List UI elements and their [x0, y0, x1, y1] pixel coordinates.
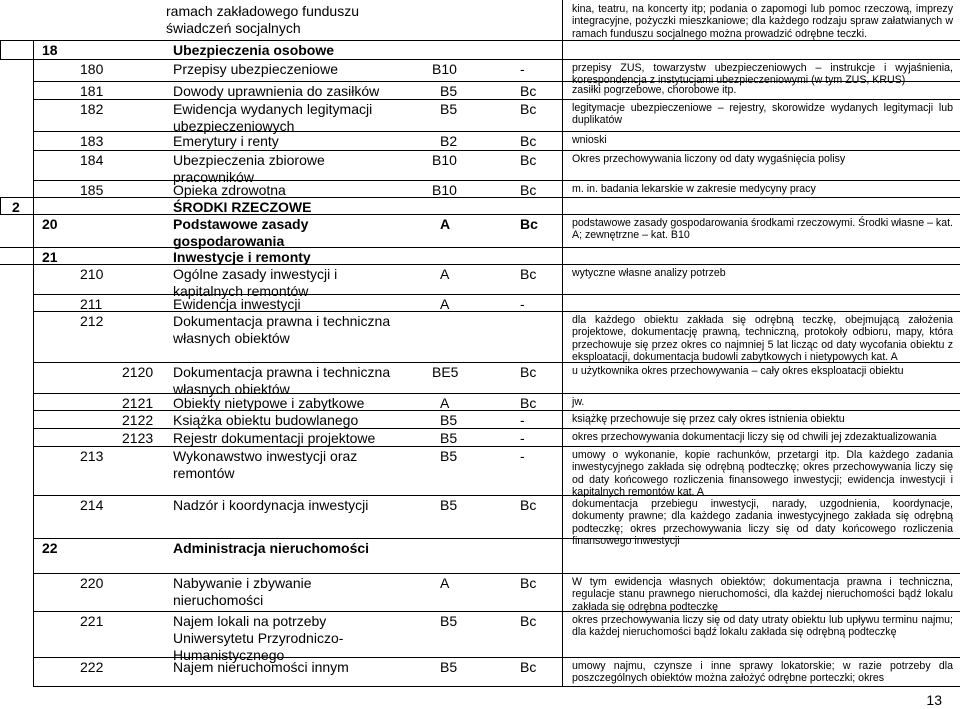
cell-name: ŚRODKI RZECZOWE [173, 199, 312, 215]
cell-description: W tym ewidencja własnych obiektów; dokumentacja prawna i techniczna, regulacje stanu prawnego nieruchomości, dla każdej nieruchomości bądź lokalu zakłada się odrębna podteczkę [572, 576, 953, 613]
cell-name: ramach zakładowego funduszu świadczeń socjalnych [166, 3, 360, 36]
cell-ext: - [520, 61, 525, 77]
cell-c3: 212 [80, 313, 104, 329]
cell-description: Okres przechowywania liczony od daty wygaśnięcia polisy [572, 153, 846, 165]
cell-cat: B5 [440, 497, 458, 513]
cell-name: Dokumentacja prawna i techniczna własnych obiektów [173, 313, 391, 346]
cell-cat: B10 [432, 61, 457, 77]
cell-description: kina, teatru, na koncerty itp; podania o zapomogi lub pomoc rzeczową, imprezy integracyjne, pożyczki mieszkaniowe; dla każdego rodzaju spraw załatwianych w ramach funduszu socjalnego można prowadzić odrębne teczki. [572, 3, 953, 40]
cell-c4: 2121 [122, 395, 154, 411]
cell-description: dokumentacja przebiegu inwestycji, narady, uzgodnienia, koordynacje, dokumenty prawne; dla każdego zadania inwestycyjnego zakłada się odrębną podteczkę; okres przechowywania liczy się od daty końcowego rozliczenia finansowego inwestycji [572, 498, 953, 547]
cell-c3: 220 [80, 575, 104, 591]
cell-name: Nadzór i koordynacja inwestycji [173, 497, 369, 513]
cell-c3: 182 [80, 101, 104, 117]
cell-cat: B5 [440, 83, 458, 99]
table-rule [33, 686, 960, 687]
cell-description: umowy najmu, czynsze i inne sprawy lokatorskie; w razie potrzeby dla poszczególnych obiektów można założyć odrębne porteczki; okres [572, 660, 953, 685]
cell-cat: A [440, 296, 450, 312]
cell-description: jw. [572, 396, 585, 408]
table-rule [0, 59, 960, 60]
cell-name: Dokumentacja prawna i techniczna własnych obiektów [173, 364, 391, 397]
cell-cat: B5 [440, 430, 458, 446]
cell-name: Ewidencja wydanych legitymacji ubezpieczeniowych [173, 101, 373, 134]
cell-cat: A [440, 266, 450, 282]
cell-c4: 2120 [122, 364, 154, 380]
cell-description: dla każdego obiektu zakłada się odrębną teczkę, obejmującą założenia projektowe, dokumentację prawną, techniczną, protokoły odbioru, mapy, która przechowuje się przez okres co najmniej 5 lat licząc od daty wycofania obiektu z eksploatacji, dokumentacja budowli zabytkowych i nietypowych kat. A [572, 314, 953, 363]
cell-name: Inwestycje i remonty [173, 249, 311, 265]
cell-c3: 181 [80, 83, 104, 99]
cell-cat: B5 [440, 659, 458, 675]
cell-c3: 180 [80, 61, 104, 77]
cell-name: Obiekty nietypowe i zabytkowe [173, 395, 365, 411]
cell-cat: B2 [440, 133, 458, 149]
cell-name: Ubezpieczenia zbiorowe pracowników [173, 152, 325, 185]
cell-description: okres przechowywania dokumentacji liczy się od chwili jej zdezaktualizowania [572, 431, 937, 443]
cell-c3: 213 [80, 448, 104, 464]
cell-ext: Bc [520, 182, 537, 198]
cell-description: wytyczne własne analizy potrzeb [572, 267, 726, 279]
table-rule [33, 573, 960, 574]
cell-ext: Bc [520, 216, 538, 232]
cell-cat: A [440, 216, 451, 232]
cell-ext: Bc [520, 152, 537, 168]
cell-name: Ewidencja inwestycji [173, 296, 301, 312]
table-rule [0, 247, 960, 248]
cell-c3: 211 [80, 296, 103, 312]
cell-name: Administracja nieruchomości [173, 540, 370, 556]
cell-description: okres przechowywania liczy się od daty utraty obiektu lub upływu terminu najmu; dla każdej nieruchomości bądź lokalu zakłada się odrębną podteczkę [572, 614, 953, 639]
cell-c4: 2122 [122, 412, 154, 428]
cell-c2: 21 [42, 249, 58, 265]
cell-cat: B5 [440, 412, 458, 428]
cell-ext: - [520, 412, 525, 428]
table-rule [33, 150, 960, 151]
cell-name: Emerytury i renty [173, 133, 279, 149]
cell-ext: Bc [520, 133, 537, 149]
cell-ext: - [520, 296, 525, 312]
cell-c2: 22 [42, 540, 58, 556]
cell-name: Książka obiektu budowlanego [173, 412, 359, 428]
table-rule [33, 40, 34, 686]
cell-cat: B5 [440, 448, 458, 464]
table-rule [0, 197, 1, 214]
cell-ext: Bc [520, 395, 537, 411]
table-rule [0, 40, 1, 59]
table-rule [0, 197, 960, 198]
cell-name: Wykonawstwo inwestycji oraz remontów [173, 448, 358, 481]
cell-c2: 18 [42, 42, 58, 58]
cell-cat: B5 [440, 101, 458, 117]
page-number: 13 [926, 692, 942, 708]
cell-name: Ogólne zasady inwestycji i kapitalnych remontów [173, 266, 338, 299]
cell-ext: Bc [520, 613, 537, 629]
cell-ext: - [520, 448, 525, 464]
cell-ext: Bc [520, 83, 537, 99]
cell-description: książkę przechowuje się przez cały okres istnienia obiektu [572, 413, 845, 425]
cell-description: podstawowe zasady gospodarowania środkami rzeczowymi. Środki własne – kat. A; zewnętrzne – kat. B10 [572, 217, 953, 242]
cell-c3: 183 [80, 133, 104, 149]
cell-name: Podstawowe zasady gospodarowania [173, 216, 309, 249]
cell-ext: Bc [520, 659, 537, 675]
cell-name: Najem nieruchomości innym [173, 659, 349, 675]
cell-description: zasiłki pogrzebowe, chorobowe itp. [572, 84, 737, 96]
cell-ext: Bc [520, 497, 537, 513]
cell-cat: B5 [440, 613, 458, 629]
table-rule [0, 40, 960, 41]
table-rule [0, 264, 960, 265]
cell-ext: Bc [520, 101, 537, 117]
cell-ext: Bc [520, 266, 537, 282]
cell-c2: 20 [42, 216, 58, 232]
cell-name: Najem lokali na potrzeby Uniwersytetu Przyrodniczo- Humanistycznego [173, 613, 344, 663]
cell-ext: Bc [520, 575, 537, 591]
cell-c3: 210 [80, 266, 104, 282]
cell-c3: 184 [80, 152, 104, 168]
cell-c3: 221 [80, 613, 104, 629]
cell-description: legitymacje ubezpieczeniowe – rejestry, skorowidze wydanych legitymacji lub duplikatów [572, 102, 953, 127]
cell-c3: 185 [80, 182, 104, 198]
cell-cat: B10 [432, 152, 457, 168]
cell-cat: B10 [432, 182, 457, 198]
cell-name: Nabywanie i zbywanie nieruchomości [173, 575, 312, 608]
cell-c4: 2123 [122, 430, 154, 446]
cell-description: wnioski [572, 134, 607, 146]
cell-name: Dowody uprawnienia do zasiłków [173, 83, 380, 99]
cell-c3: 214 [80, 497, 104, 513]
cell-name: Rejestr dokumentacji projektowe [173, 430, 376, 446]
cell-description: przepisy ZUS, towarzystw ubezpieczeniowych – instrukcje i wyjaśnienia, korespondencja z instytucjami ubezpieczeniowymi (w tym ZUS, KRUS) [572, 62, 953, 87]
cell-description: u użytkownika okres przechowywania – cały okres eksploatacji obiektu [572, 365, 904, 377]
cell-ext: - [520, 430, 525, 446]
table-rule [0, 214, 960, 215]
cell-c1: 2 [12, 199, 20, 215]
cell-name: Ubezpieczenia osobowe [173, 42, 335, 58]
table-rule [562, 0, 563, 686]
cell-description: m. in. badania lekarskie w zakresie medycyny pracy [572, 183, 816, 195]
cell-cat: A [440, 395, 450, 411]
cell-name: Przepisy ubezpieczeniowe [173, 61, 338, 77]
cell-c3: 222 [80, 659, 104, 675]
cell-name: Opieka zdrowotna [173, 182, 286, 198]
cell-cat: BE5 [432, 364, 459, 380]
cell-ext: Bc [520, 364, 537, 380]
cell-cat: A [440, 575, 450, 591]
cell-description: umowy o wykonanie, kopie rachunków, przetargi itp. Dla każdego zadania inwestycyjnego zakłada się odrębną podteczkę; okres przechowywania liczy się od daty końcowego rozliczenia finansowego inwestycji; ewidencja inwestycji i kapitalnych remontów kat. A [572, 449, 953, 498]
